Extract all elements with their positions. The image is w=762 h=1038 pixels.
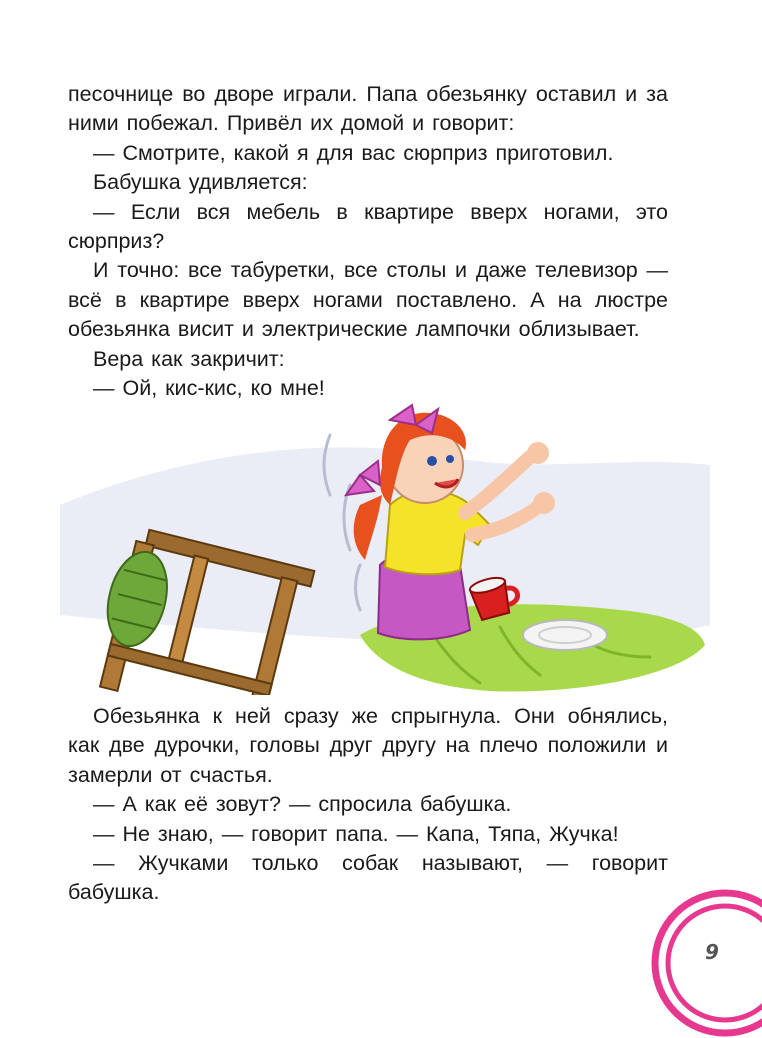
text-block-bottom (68, 702, 668, 908)
paragraph: Бабушка удивляется: (93, 170, 308, 195)
paragraph: — Ой, кис-кис, ко мне! (93, 376, 325, 401)
paragraph: Вера как закричит: (93, 346, 285, 371)
paragraph: — Жучками только собак называют, — говорит бабушка. (68, 851, 668, 905)
illustration-girl-and-chair (60, 395, 710, 695)
text-block-top (68, 80, 668, 403)
page-number: 9 (705, 940, 719, 964)
paragraph: И точно: все табуретки, все столы и даже телевизор — всё в квартире вверх ногами поставлено. А на люстре обезьянка висит и электрические лампочки облизывает. (68, 258, 668, 342)
plate (523, 620, 607, 650)
paragraph: Обезьянка к ней сразу же спрыгнула. Они обнялись, как две дурочки, головы друг другу на плечо положили и замерли от счастья. (68, 704, 668, 787)
paragraph: — А как её зовут? — спросила бабушка. (93, 792, 512, 817)
paragraph: — Если вся мебель в квартире вверх ногами, это сюрприз? (68, 199, 668, 254)
paragraph: — Смотрите, какой я для вас сюрприз приготовил. (93, 140, 614, 165)
paragraph: песочнице во дворе играли. Папа обезьянку оставил и за ними побежал. Привёл их домой и говорит: (68, 82, 668, 136)
paragraph: — Не знаю, — говорит папа. — Капа, Тяпа, Жучка! (93, 821, 619, 846)
